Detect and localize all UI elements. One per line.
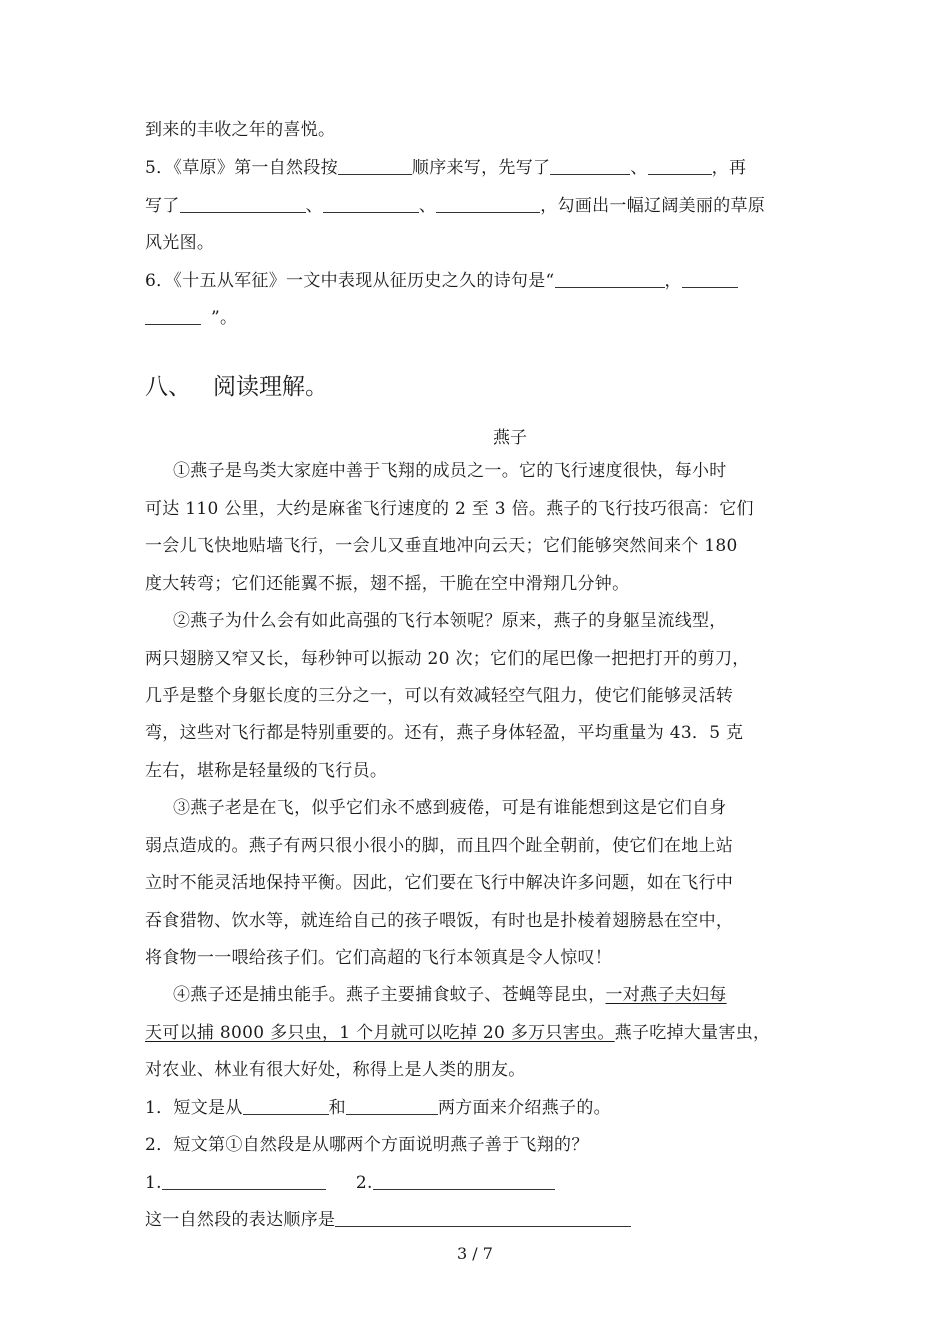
answer-blank[interactable] xyxy=(145,307,201,325)
passage-line: ④燕子还是捕虫能手。燕子主要捕食蚊子、苍蝇等昆虫，一对燕子夫妇每 xyxy=(173,985,727,1005)
answer-blank[interactable] xyxy=(682,270,738,288)
question-2-blanks: 1. 2. xyxy=(145,1171,805,1195)
question-5-cont: 写了 、 、 ，勾画出一幅辽阔美丽的草原 xyxy=(145,196,766,216)
passage-line: 一会儿飞快地贴墙飞行，一会儿又垂直地冲向云天；它们能够突然间来个 180 xyxy=(145,536,738,556)
question-5-end: 风光图。 xyxy=(145,233,215,253)
answer-blank[interactable] xyxy=(436,195,540,213)
passage-line: 立时不能灵活地保持平衡。因此，它们要在飞行中解决许多问题，如在飞行中 xyxy=(145,873,734,893)
answer-blank[interactable] xyxy=(373,1172,555,1190)
answer-blank[interactable] xyxy=(346,1097,438,1115)
section-heading: 八、 阅读理解。 xyxy=(145,374,328,400)
passage-line: 几乎是整个身躯长度的三分之一，可以有效减轻空气阻力，使它们能够灵活转 xyxy=(145,686,734,706)
answer-blank[interactable] xyxy=(243,1097,329,1115)
question-2-order: 这一自然段的表达顺序是 xyxy=(145,1208,805,1232)
passage-line: 度大转弯；它们还能翼不振，翅不摇，干脆在空中滑翔几分钟。 xyxy=(145,574,630,594)
answer-blank[interactable] xyxy=(338,157,412,175)
passage-line: 左右，堪称是轻量级的飞行员。 xyxy=(145,761,388,781)
passage-line: 天可以捕 8000 多只虫，1 个月就可以吃掉 20 多万只害虫。燕子吃掉大量害虫， xyxy=(145,1023,771,1043)
answer-blank[interactable] xyxy=(335,1209,631,1227)
underlined-sentence: 一对燕子夫妇每 xyxy=(605,985,727,1005)
question-2: 2．短文第①自然段是从哪两个方面说明燕子善于飞翔的？ xyxy=(145,1135,589,1155)
answer-blank[interactable] xyxy=(550,157,630,175)
passage-line: 将食物一一喂给孩子们。它们高超的飞行本领真是令人惊叹！ xyxy=(145,948,613,968)
question-1: 1．短文是从 和 两方面来介绍燕子的。 xyxy=(145,1098,611,1118)
underlined-sentence: 天可以捕 8000 多只虫，1 个月就可以吃掉 20 多万只害虫。 xyxy=(145,1023,615,1043)
passage-line: 弯，这些对飞行都是特别重要的。还有，燕子身体轻盈，平均重量为 43．5 克 xyxy=(145,723,744,743)
question-6-cont: ”。 xyxy=(145,306,805,330)
answer-blank[interactable] xyxy=(648,157,712,175)
passage-line: ②燕子为什么会有如此高强的飞行本领呢？原来，燕子的身躯呈流线型， xyxy=(173,611,727,631)
passage-line: 吞食猎物、饮水等，就连给自己的孩子喂饭，有时也是扑棱着翅膀悬在空中， xyxy=(145,911,734,931)
passage-title: 燕子 xyxy=(493,428,527,448)
passage-line: 可达 110 公里，大约是麻雀飞行速度的 2 至 3 倍。燕子的飞行技巧很高：它们 xyxy=(145,499,754,519)
text-line: 到来的丰收之年的喜悦。 xyxy=(145,120,336,140)
passage-line: 两只翅膀又窄又长，每秒钟可以振动 20 次；它们的尾巴像一把把打开的剪刀， xyxy=(145,649,750,669)
passage-line: ①燕子是鸟类大家庭中善于飞翔的成员之一。它的飞行速度很快，每小时 xyxy=(173,461,727,481)
passage-line: 对农业、林业有很大好处，称得上是人类的朋友。 xyxy=(145,1060,526,1080)
answer-blank[interactable] xyxy=(162,1172,326,1190)
passage-line: ③燕子老是在飞，似乎它们永不感到疲倦，可是有谁能想到这是它们自身 xyxy=(173,798,727,818)
question-5: 5．《草原》第一自然段按 顺序来写，先写了 、 ，再 xyxy=(145,158,747,178)
page-number: 3 / 7 xyxy=(457,1244,493,1263)
answer-blank[interactable] xyxy=(323,195,419,213)
passage-line: 弱点造成的。燕子有两只很小很小的脚，而且四个趾全朝前，使它们在地上站 xyxy=(145,836,734,856)
answer-blank[interactable] xyxy=(180,195,306,213)
question-6: 6．《十五从军征》一文中表现从征历史之久的诗句是“ ， xyxy=(145,269,805,293)
answer-blank[interactable] xyxy=(555,270,665,288)
